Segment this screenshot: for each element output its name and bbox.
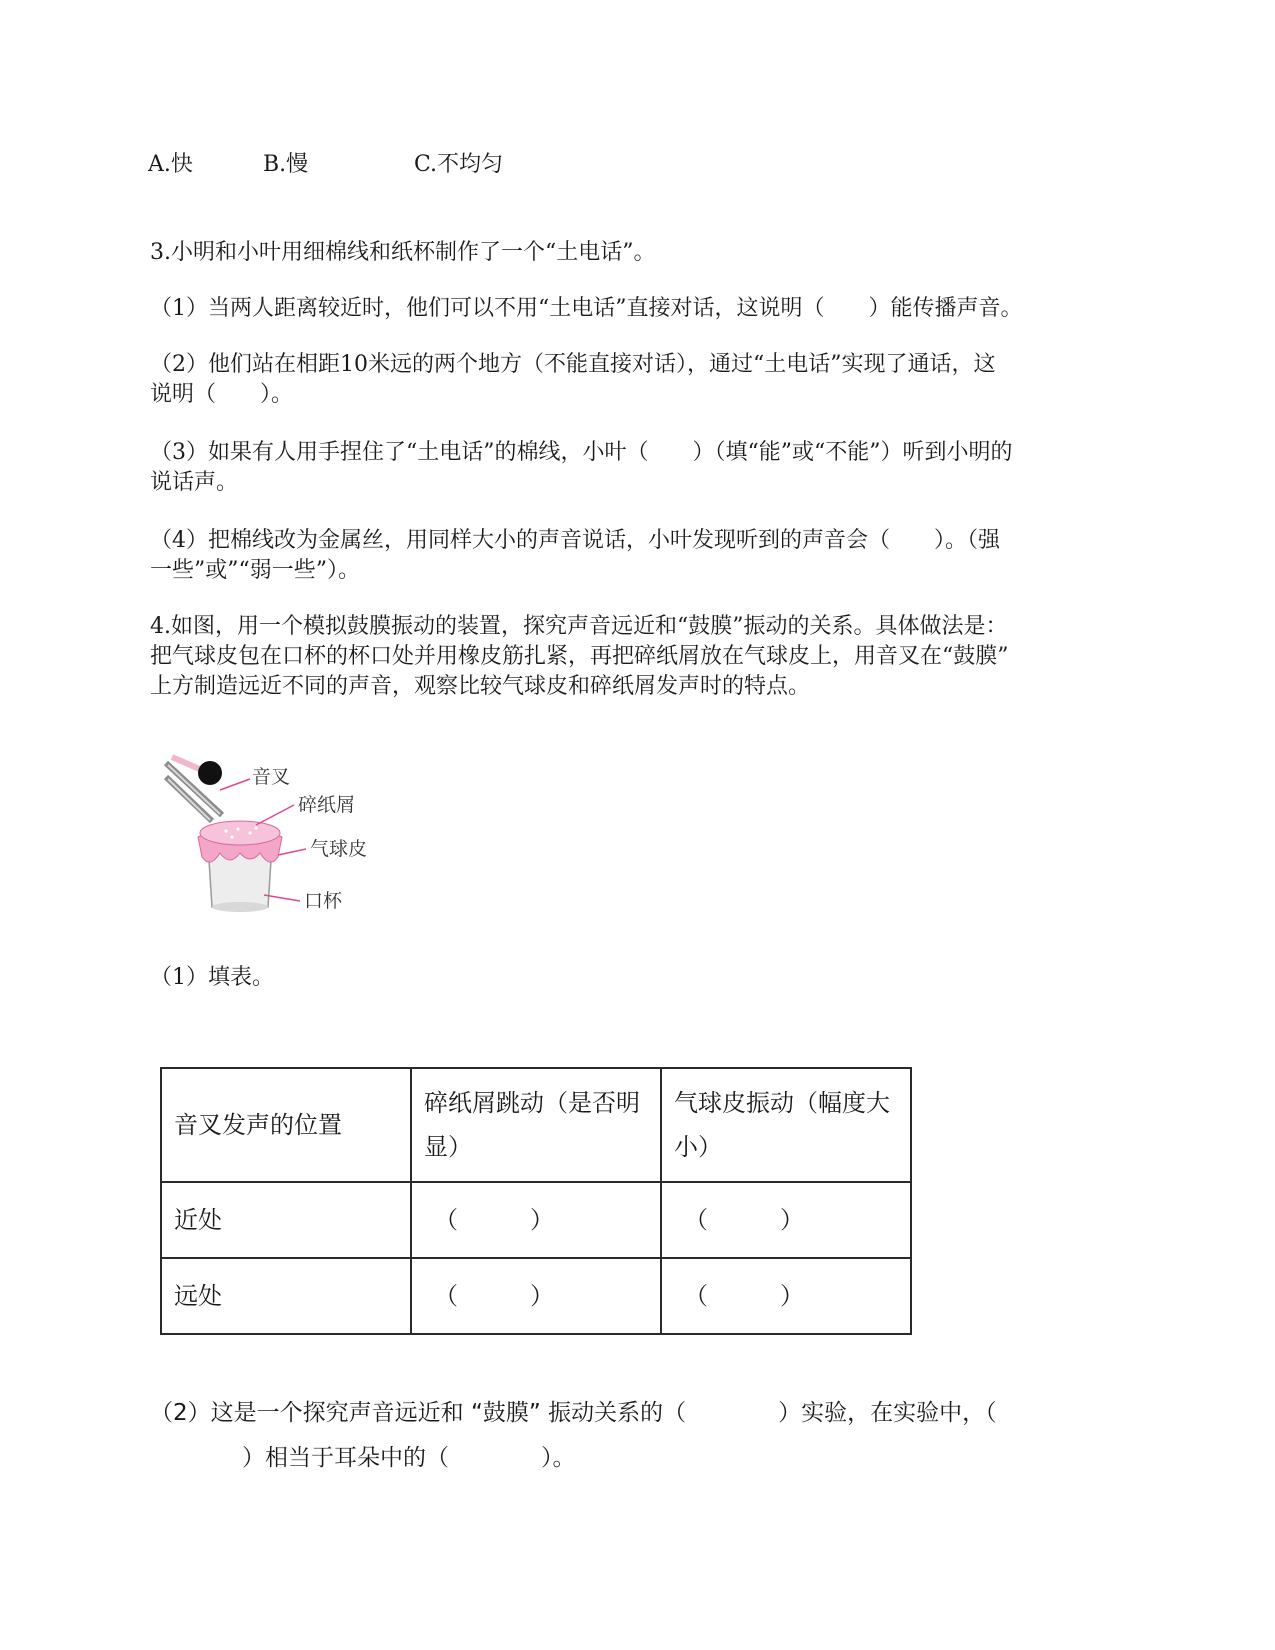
q4-sub2-line2: ）相当于耳朵中的（ ）。 <box>150 1445 576 1471</box>
label-paper-scraps: 碎纸屑 <box>298 794 356 816</box>
table-header-paper <box>411 1068 661 1182</box>
table-header-row <box>161 1068 911 1182</box>
q4-stem-line1: 4.如图，用一个模拟鼓膜振动的装置，探究声音远近和“鼓膜”振动的关系。具体做法是： <box>150 614 1008 639</box>
table-header-balloon-line2: 小） <box>674 1133 722 1161</box>
table-cell-answer-blank[interactable]: （ ） <box>411 1182 661 1258</box>
table-cell-answer-blank[interactable]: （ ） <box>411 1258 661 1334</box>
q3-part3-line1: （3）如果有人用手捏住了“土电话”的棉线，小叶（ ）（填“能”或“不能”）听到小明的 <box>150 440 1013 465</box>
table-header-balloon-line1: 气球皮振动（幅度大 <box>674 1089 890 1117</box>
table-header-paper-line1: 碎纸屑跳动（是否明 <box>424 1089 640 1117</box>
label-tuning-fork: 音叉 <box>252 766 291 788</box>
table-header-paper-line2: 显） <box>424 1133 472 1161</box>
experiment-table <box>160 1067 912 1335</box>
q3-part1: （1）当两人距离较近时，他们可以不用“土电话”直接对话，这说明（ ）能传播声音。 <box>150 296 1023 321</box>
q3-part4-line2: 一些”或”“弱一些”）。 <box>150 558 360 583</box>
table-header-balloon <box>661 1068 911 1182</box>
option-a: A.快 <box>148 152 193 177</box>
table-row <box>161 1258 911 1334</box>
q3-stem: 3.小明和小叶用细棉线和纸杯制作了一个“土电话”。 <box>150 240 656 265</box>
option-b: B.慢 <box>263 152 309 177</box>
label-balloon-skin: 气球皮 <box>310 838 368 860</box>
q4-stem-line3: 上方制造远近不同的声音，观察比较气球皮和碎纸屑发声时的特点。 <box>150 674 811 699</box>
option-c: C.不均匀 <box>414 152 504 177</box>
q3-part3-line2: 说话声。 <box>150 470 239 495</box>
tuning-fork-icon <box>166 757 222 821</box>
q3-part2-line1: （2）他们站在相距10米远的两个地方（不能直接对话），通过“土电话”实现了通话，这 <box>150 352 996 377</box>
table-cell-position: 远处 <box>161 1258 411 1334</box>
q3-part2-line2: 说明（ ）。 <box>150 382 294 407</box>
table-header-position: 音叉发声的位置 <box>161 1068 411 1182</box>
table-row <box>161 1182 911 1258</box>
table-cell-answer-blank[interactable]: （ ） <box>661 1258 911 1334</box>
experiment-figure <box>160 745 400 925</box>
q3-part4-line1: （4）把棉线改为金属丝，用同样大小的声音说话，小叶发现听到的声音会（ ）。（强 <box>150 528 1001 553</box>
q4-sub2-line1: （2）这是一个探究声音远近和 “鼓膜” 振动关系的（ ）实验，在实验中，（ <box>150 1400 997 1426</box>
table-cell-answer-blank[interactable]: （ ） <box>661 1182 911 1258</box>
label-cup: 口杯 <box>304 890 343 912</box>
q4-stem-line2: 把气球皮包在口杯的杯口处并用橡皮筋扎紧，再把碎纸屑放在气球皮上，用音叉在“鼓膜” <box>150 644 1009 669</box>
q4-sub1: （1）填表。 <box>150 965 274 990</box>
table-cell-position: 近处 <box>161 1182 411 1258</box>
drum-model-illustration <box>160 745 400 925</box>
